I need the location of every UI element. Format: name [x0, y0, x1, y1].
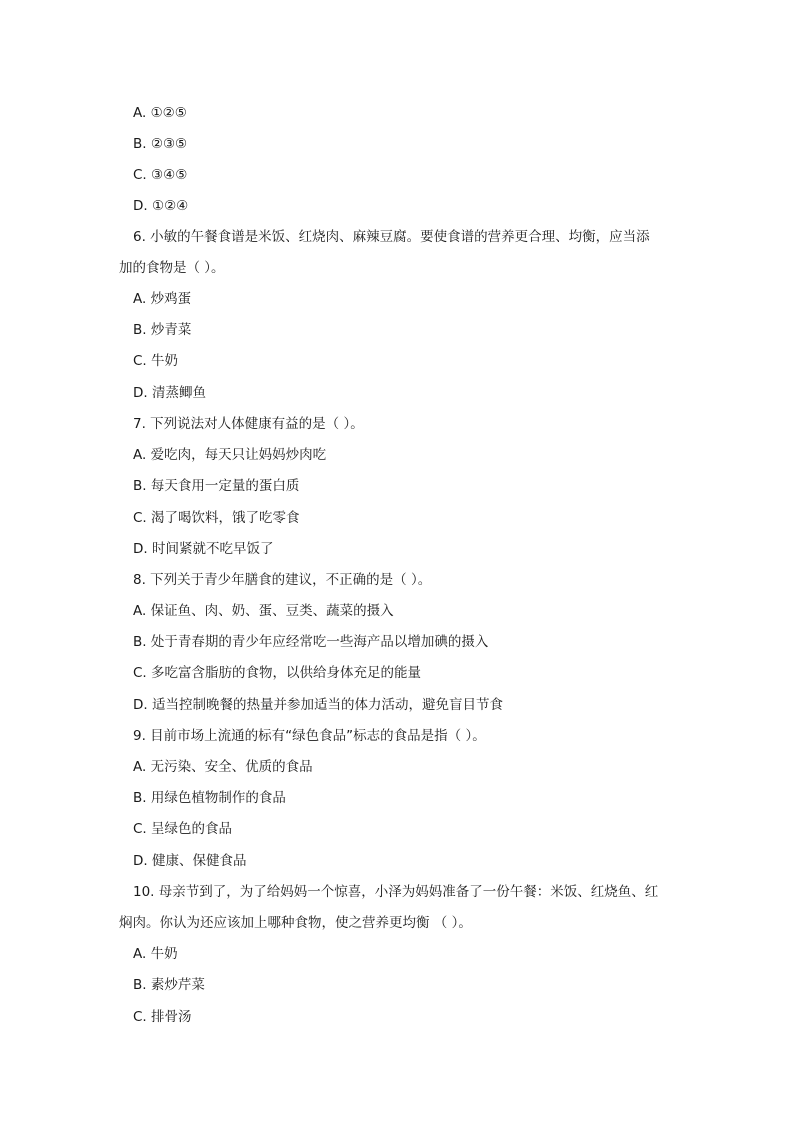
option-line: B. 处于青春期的青少年应经常吃一些海产品以增加碘的摄入 — [133, 634, 489, 650]
option-line: D. 清蒸鲫鱼 — [133, 385, 206, 401]
question-line: 9. 目前市场上流通的标有“绿色食品”标志的食品是指（ ）。 — [133, 728, 486, 744]
option-line: A. 爱吃肉，每天只让妈妈炒肉吃 — [133, 447, 327, 463]
option-line: A. 牛奶 — [133, 946, 178, 962]
option-line: A. 无污染、安全、优质的食品 — [133, 759, 313, 775]
option-line: A. ①②⑤ — [133, 105, 187, 121]
option-line: A. 保证鱼、肉、奶、蛋、豆类、蔬菜的摄入 — [133, 603, 394, 619]
option-line: D. 健康、保健食品 — [133, 853, 247, 869]
option-line: A. 炒鸡蛋 — [133, 291, 192, 307]
option-line: D. ①②④ — [133, 198, 189, 214]
question-line: 8. 下列关于青少年膳食的建议，不正确的是（ ）。 — [133, 572, 432, 588]
option-line: B. 素炒芹菜 — [133, 977, 205, 993]
option-line: D. 时间紧就不吃早饭了 — [133, 541, 274, 557]
option-line: C. ③④⑤ — [133, 167, 188, 183]
option-line: C. 呈绿色的食品 — [133, 821, 233, 837]
question-line: 6. 小敏的午餐食谱是米饭、红烧肉、麻辣豆腐。要使食谱的营养更合理、均衡，应当添 — [133, 229, 650, 245]
option-line: D. 适当控制晚餐的热量并参加适当的体力活动，避免盲目节食 — [133, 697, 503, 713]
option-line: B. ②③⑤ — [133, 136, 188, 152]
option-line: C. 渴了喝饮料，饿了吃零食 — [133, 510, 300, 526]
question-line: 7. 下列说法对人体健康有益的是（ ）。 — [133, 416, 364, 432]
question-line: 10. 母亲节到了，为了给妈妈一个惊喜，小泽为妈妈准备了一份午餐：米饭、红烧鱼、红 — [133, 884, 659, 900]
question-continuation: 加的食物是（ ）。 — [119, 260, 225, 276]
option-line: B. 每天食用一定量的蛋白质 — [133, 478, 300, 494]
option-line: C. 牛奶 — [133, 353, 179, 369]
option-line: B. 炒青菜 — [133, 322, 192, 338]
option-line: C. 多吃富含脂肪的食物，以供给身体充足的能量 — [133, 665, 422, 681]
question-continuation: 焖肉。你认为还应该加上哪种食物，使之营养更均衡 （ ）。 — [119, 915, 472, 931]
option-line: C. 排骨汤 — [133, 1009, 192, 1025]
option-line: B. 用绿色植物制作的食品 — [133, 790, 286, 806]
